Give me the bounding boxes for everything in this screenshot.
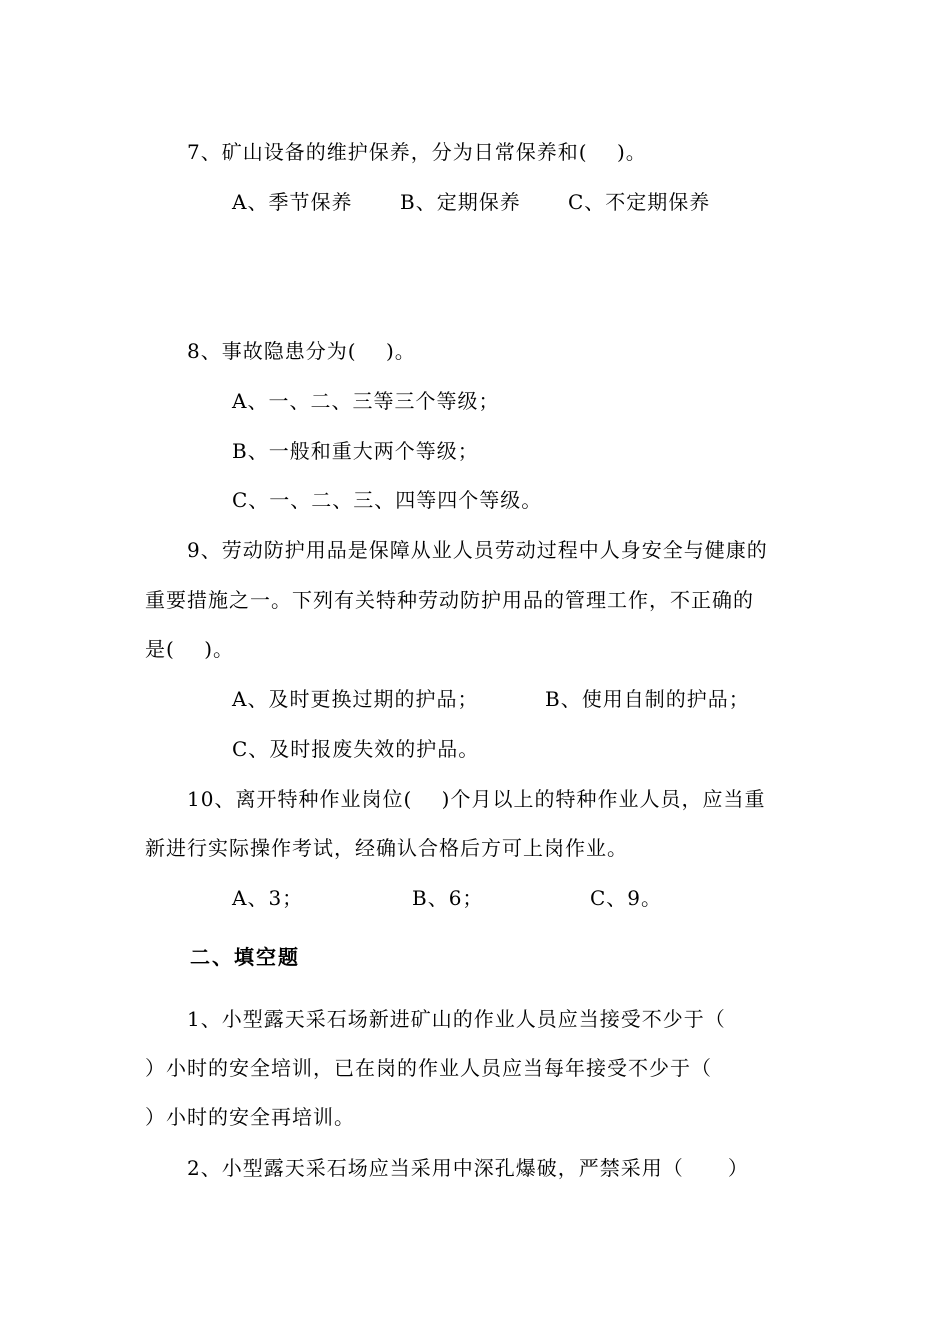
fill-item-1-line-1: 1、小型露天采石场新进矿山的作业人员应当接受不少于（ — [187, 1007, 726, 1031]
question-10-stem-line-2: 新进行实际操作考试，经确认合格后方可上岗作业。 — [145, 836, 628, 860]
question-8-stem: 8、事故隐患分为( )。 — [187, 339, 416, 363]
question-10-option-b: B、6； — [412, 886, 484, 910]
fill-item-1-line-3: ）小时的安全再培训。 — [145, 1105, 355, 1129]
section-heading: 二、填空题 — [190, 945, 300, 969]
question-7-option-b: B、定期保养 — [400, 190, 521, 214]
fill-item-2-line-1: 2、小型露天采石场应当采用中深孔爆破，严禁采用（ ） — [187, 1156, 749, 1180]
question-8-option-a: A、一、二、三等三个等级； — [232, 389, 500, 413]
question-8-option-b: B、一般和重大两个等级； — [232, 439, 479, 463]
question-8-option-c: C、一、二、三、四等四个等级。 — [232, 488, 543, 512]
question-10-option-a: A、3； — [232, 886, 304, 910]
question-7-option-c: C、不定期保养 — [568, 190, 711, 214]
question-9-option-c: C、及时报废失效的护品。 — [232, 737, 480, 761]
question-9-stem-line-3: 是( )。 — [145, 637, 235, 661]
question-7-stem: 7、矿山设备的维护保养，分为日常保养和( )。 — [187, 140, 647, 164]
question-7-option-a: A、季节保养 — [232, 190, 353, 214]
question-10-stem-line-1: 10、离开特种作业岗位( )个月以上的特种作业人员，应当重 — [187, 787, 766, 811]
question-9-stem-line-1: 9、劳动防护用品是保障从业人员劳动过程中人身安全与健康的 — [187, 538, 768, 562]
question-9-option-b: B、使用自制的护品； — [545, 687, 750, 711]
fill-item-1-line-2: ）小时的安全培训，已在岗的作业人员应当每年接受不少于（ — [145, 1056, 712, 1080]
question-9-stem-line-2: 重要措施之一。下列有关特种劳动防护用品的管理工作，不正确的 — [145, 588, 754, 612]
question-9-option-a: A、及时更换过期的护品； — [232, 687, 479, 711]
question-10-option-c: C、9。 — [590, 886, 663, 910]
